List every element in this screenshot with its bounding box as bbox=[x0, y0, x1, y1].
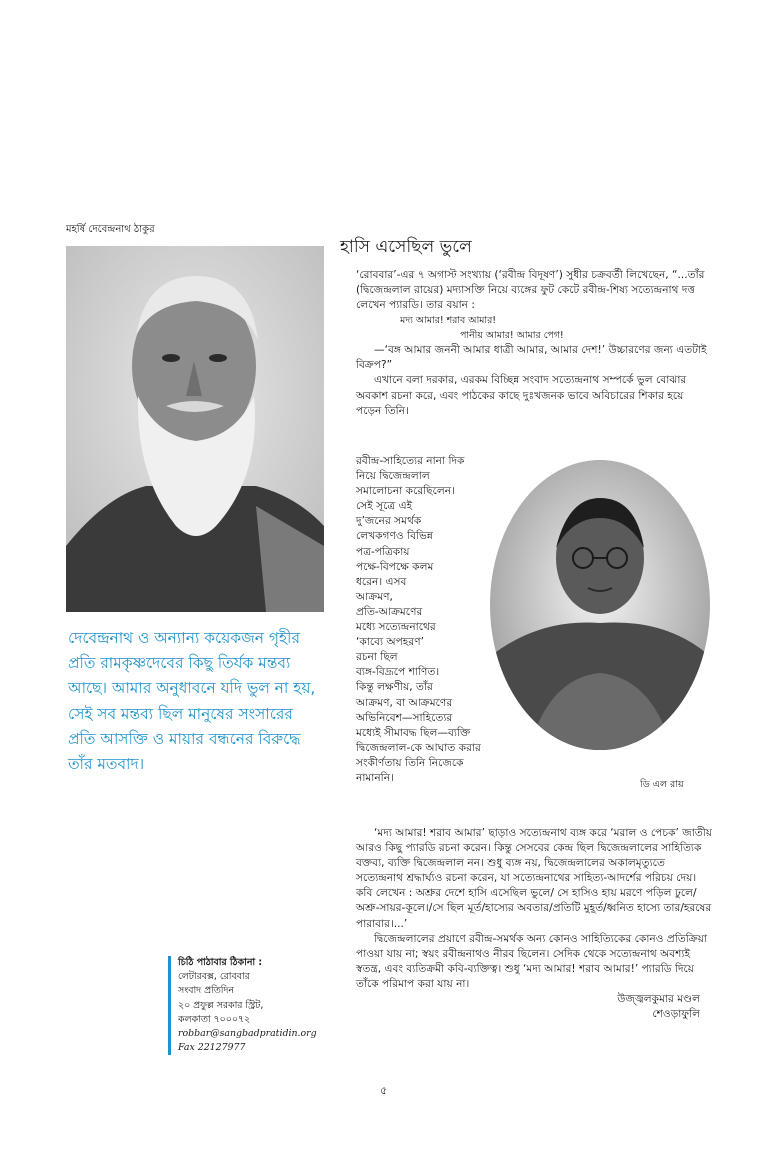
wrapped-line: দু’জনের সমর্থক bbox=[356, 515, 422, 528]
article-body bbox=[356, 826, 712, 1022]
portrait-debendranath bbox=[66, 246, 324, 612]
contact-box bbox=[168, 956, 348, 1055]
wrapped-line: রবীন্দ্র-সাহিত্যের নানা দিক bbox=[356, 455, 465, 467]
pull-quote: দেবেন্দ্রনাথ ও অন্যান্য কয়েকজন গৃহীর প্রতি রামকৃষ্ণদেবের কিছু তির্যক মন্তব্য আছে। আমার অনুধাবনে যদি ভুল না হয়, সেই সব মন্তব্য ছিল মানুষের সংসারের প্রতি আসক্তি ও মায়ার বন্ধনের বিরুদ্ধে তাঁর মতবাদ। bbox=[68, 629, 316, 774]
photo-caption-debendranath: মহর্ষি দেবেন্দ্রনাথ ঠাকুর bbox=[66, 224, 155, 235]
wrapped-line: প্রতি-আক্রমণের bbox=[356, 605, 423, 618]
wrapped-line: দ্বিজেন্দ্রলাল-কে আঘাত করার bbox=[356, 741, 481, 754]
page-number: ৫ bbox=[380, 1084, 388, 1097]
contact-line: ২০ প্রফুল্ল সরকার স্ট্রিট, bbox=[178, 999, 264, 1011]
article-paragraph: দ্বিজেন্দ্রলালের প্রয়াণে রবীন্দ্র-সমর্থক অন্য কোনও সাহিত্যিকের কোনও প্রতিক্রিয়া পাওয়া যায় না; স্বয়ং রবীন্দ্রনাথও নীরব ছিলেন। সেদিক থেকে সত্যেন্দ্রনাথ অবশ্যই স্বতন্ত্র, এবং ব্যতিক্রমী কবি-ব্যক্তিত্ব। শুধু ‘মদ্য আমার! শরাব আমার!’ প্যারডি দিয়ে তাঁকে পরিমাপ করা যায় না। bbox=[356, 932, 708, 990]
signature-place: শেওড়াফুলি bbox=[652, 1008, 700, 1021]
article-wrapped-text bbox=[356, 454, 496, 786]
article-paragraph: —‘বঙ্গ আমার জননী আমার ধাত্রী আমার, আমার দেশ!’ উচ্চারণের জন্য এতটাই বিক্রপ?” bbox=[356, 344, 707, 372]
wrapped-line: লেখকগণও বিভিন্ন bbox=[356, 530, 433, 543]
article-title: হাসি এসেছিল ভুলে bbox=[340, 237, 472, 257]
article-paragraph: ‘রোববার’-এর ৭ অগাস্ট সংখ্যায় (‘রবীন্দ্র বিদূষণ’) সুধীর চক্রবর্তী লিখেছেন, “...তাঁর (দ্বিজেন্দ্রলাল রায়ের) মদ্যাসক্তি নিয়ে ব্যঙ্গের ফুট কেটে রবীন্দ্র-শিষ্য সত্যেন্দ্রনাথ দত্ত লেখেন প্যারডি। তার বয়ান : bbox=[356, 269, 705, 312]
wrapped-line: সংকীর্ণতায় তিনি নিজেকে bbox=[356, 756, 464, 769]
wrapped-line: পত্র-পত্রিকায় bbox=[356, 545, 410, 558]
contact-line: লেটারবক্স, রোববার bbox=[178, 971, 250, 983]
article-paragraph: এখানে বলা দরকার, এরকম বিচ্ছিন্ন সংবাদ সত্যেন্দ্রনাথ সম্পর্কে ভুল বোঝার অবকাশ রচনা করে, এবং পাঠকের কাছে দুঃখজনক ভাবে অবিচারের শিকার হয়ে পড়েন তিনি। bbox=[356, 374, 687, 417]
wrapped-line: নামাননি। bbox=[356, 771, 394, 784]
wrapped-line: নিয়ে দ্বিজেন্দ্রলাল bbox=[356, 470, 430, 483]
wrapped-line: সেই সূত্রে এই bbox=[356, 500, 413, 513]
wrapped-line: মধ্যে সত্যেন্দ্রনাথের bbox=[356, 621, 436, 634]
verse-line: পানীয় আমার! আমার পেগ! bbox=[460, 330, 564, 342]
wrapped-line: পক্ষে-বিপক্ষে কলম bbox=[356, 560, 434, 573]
article-intro bbox=[356, 268, 712, 419]
article-paragraph: ‘মদ্য আমার! শরাব আমার’ ছাড়াও সত্যেন্দ্রনাথ ব্যঙ্গ করে ‘মরাল ও পেচক’ জাতীয় আরও কিছু প্যারডি রচনা করেন। কিন্তু সেসবের কেন্দ্র ছিল দ্বিজেন্দ্রলালের সাহিত্যিক বক্তব্য, ব্যক্তি দ্বিজেন্দ্রলাল নন। শুধু ব্যঙ্গ নয়, দ্বিজেন্দ্রলালের অকালমৃত্যুতে সত্যেন্দ্রনাথ শ্রদ্ধার্ঘ্যও রচনা করেন, যা সত্যেন্দ্রনাথের সাহিত্য-আদর্শের পরিচয় দেয়। কবি লেখেন : অশ্রুর দেশে হাসি এসেছিল ভুলে/ সে হাসিও হায় মরণে পড়িল ঢুলে/অশ্রু-সায়র-কূলে।/সে ছিল মূর্ত/হাস্যের অবতার/প্রতিটি মুহূর্ত/ধ্বনিত হাস্যে তার/হরষের পারাবার।...’ bbox=[356, 827, 712, 930]
signature-name: উজ্জ্বলকুমার মণ্ডল bbox=[617, 993, 700, 1006]
wrapped-line: ব্যঙ্গ-বিদ্রূপে শাণিত। bbox=[356, 666, 440, 679]
contact-line: সংবাদ প্রতিদিন bbox=[178, 985, 234, 997]
wrapped-line: আক্রমণ, বা আক্রমণের bbox=[356, 696, 453, 709]
wrapped-line: রচনা ছিল bbox=[356, 651, 398, 664]
wrapped-line: ‘কাব্যে অপহরণ’ bbox=[356, 636, 424, 649]
wrapped-line: আক্রমণ, bbox=[356, 590, 393, 603]
contact-fax: Fax 22127977 bbox=[178, 1042, 246, 1054]
photo-caption-dl-roy: ডি এল রায় bbox=[640, 779, 684, 790]
wrapped-line: সমালোচনা করেছিলেন। bbox=[356, 485, 455, 498]
verse-line: মদ্য আমার! শরাব আমার! bbox=[400, 315, 496, 327]
wrapped-line: অভিনিবেশ—সাহিত্যের bbox=[356, 711, 453, 724]
contact-email: robbar@sangbadpratidin.org bbox=[178, 1028, 317, 1040]
wrapped-line: মধ্যেই সীমাবদ্ধ ছিল—ব্যক্তি bbox=[356, 726, 471, 739]
wrapped-line: ধরেন। এসব bbox=[356, 575, 407, 588]
contact-heading: চিঠি পাঠাবার ঠিকানা : bbox=[178, 957, 263, 968]
portrait-dl-roy bbox=[488, 458, 712, 752]
contact-line: কলকাতা ৭০০০৭২ bbox=[178, 1013, 251, 1025]
wrapped-line: কিন্তু লক্ষণীয়, তাঁর bbox=[356, 681, 433, 694]
